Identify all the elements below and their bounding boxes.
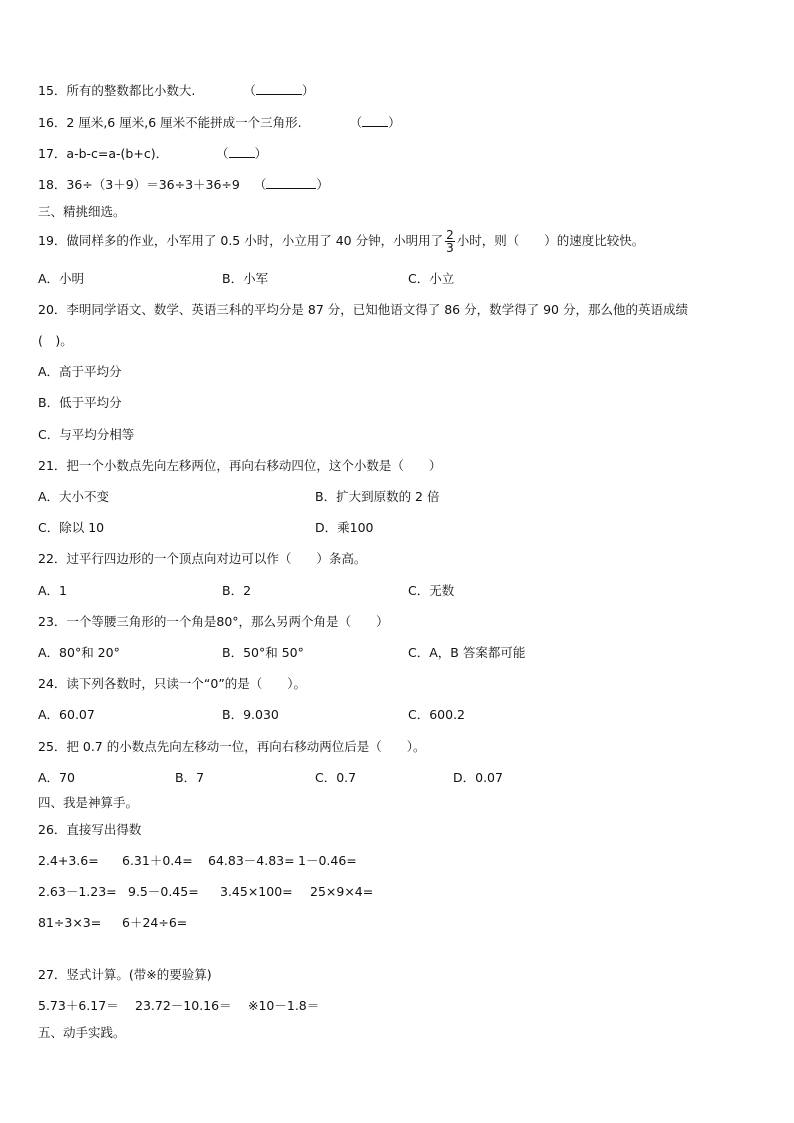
question-27: 27．竖式计算。(带※的要验算) <box>38 967 212 982</box>
paren-open: （ <box>216 146 229 161</box>
question-20-line-2: ( )。 <box>38 333 73 348</box>
option-a[interactable]: A．1 <box>38 583 68 598</box>
question-text: 36÷（3＋9）＝36÷3＋36÷9 <box>66 177 240 192</box>
question-17 <box>38 146 267 162</box>
calc-item: 1－0.46= <box>298 853 357 868</box>
paren-open: （ <box>253 177 267 192</box>
calc-item: 9.5－0.45= <box>128 884 199 899</box>
paren-close: ） <box>388 115 401 130</box>
option-a[interactable]: A．60.07 <box>38 707 95 722</box>
option-c[interactable]: C．小立 <box>408 271 455 286</box>
question-21: 21．把一个小数点先向左移两位，再向右移动四位，这个小数是（ ） <box>38 458 442 473</box>
option-a[interactable]: A．小明 <box>38 271 85 286</box>
question-26: 26．直接写出得数 <box>38 822 142 837</box>
paren-close: ） <box>254 146 268 161</box>
question-text: 所有的整数都比小数大. <box>66 83 196 98</box>
option-b[interactable]: B．小军 <box>222 271 269 286</box>
option-b[interactable]: B．2 <box>222 583 252 598</box>
calc-item: 2.63－1.23= <box>38 884 117 899</box>
calc-item: 3.45×100= <box>220 884 293 899</box>
option-b[interactable]: B．扩大到原数的 2 倍 <box>315 489 440 504</box>
question-20-line-1: 20．李明同学语文、数学、英语三科的平均分是 87 分，已知他语文得了 86 分，数学得了 90 分，那么他的英语成绩 <box>38 302 688 317</box>
answer-blank[interactable] <box>266 177 316 189</box>
question-number: 18． <box>38 177 67 192</box>
question-text: a-b-c=a-(b+c)． <box>66 146 169 161</box>
question-15 <box>38 83 314 99</box>
section-heading-5: 五、动手实践。 <box>38 1025 126 1040</box>
calc-item: 6＋24÷6= <box>122 915 188 930</box>
calc-item: 5.73＋6.17＝ <box>38 998 119 1013</box>
answer-blank[interactable] <box>256 83 302 95</box>
section-heading-3: 三、精挑细选。 <box>38 204 126 219</box>
question-number: 17． <box>38 146 67 161</box>
option-b[interactable]: B．9.030 <box>222 707 279 722</box>
option-a[interactable]: A．70 <box>38 770 75 785</box>
option-a[interactable]: A．高于平均分 <box>38 364 122 379</box>
calc-item: 64.83－4.83= <box>208 853 295 868</box>
question-text: 2 厘米,6 厘米,6 厘米不能拼成一个三角形. <box>66 115 302 130</box>
fraction-denominator: 3 <box>446 241 454 255</box>
answer-blank[interactable] <box>362 115 388 127</box>
section-heading-4: 四、我是神算手。 <box>38 795 139 810</box>
question-text-tail: 小时，则（ ）的速度比较快。 <box>456 233 645 248</box>
option-d[interactable]: D．0.07 <box>453 770 503 785</box>
question-19 <box>38 226 644 256</box>
option-c[interactable]: C．0.7 <box>315 770 357 785</box>
calc-item: ※10－1.8＝ <box>248 998 320 1013</box>
fraction <box>445 229 455 254</box>
question-16 <box>38 115 401 131</box>
question-22: 22．过平行四边形的一个顶点向对边可以作（ ）条高。 <box>38 551 367 566</box>
question-number: 16． <box>38 115 67 130</box>
paren-open: （ <box>349 115 363 130</box>
option-b[interactable]: B．7 <box>175 770 205 785</box>
option-b[interactable]: B．50°和 50° <box>222 645 304 660</box>
option-c[interactable]: C．600.2 <box>408 707 466 722</box>
calc-item: 81÷3×3= <box>38 915 102 930</box>
question-24: 24．读下列各数时，只读一个“0”的是（ ）。 <box>38 676 307 691</box>
paren-close: ） <box>316 177 329 192</box>
option-c[interactable]: C．与平均分相等 <box>38 427 135 442</box>
question-18 <box>38 177 329 193</box>
option-a[interactable]: A．80°和 20° <box>38 645 120 660</box>
option-c[interactable]: C．无数 <box>408 583 455 598</box>
option-b[interactable]: B．低于平均分 <box>38 395 122 410</box>
calc-item: 2.4+3.6= <box>38 853 99 868</box>
fraction-numerator: 2 <box>446 228 454 242</box>
question-23: 23．一个等腰三角形的一个角是80°，那么另两个角是（ ） <box>38 614 389 629</box>
calc-item: 25×9×4= <box>310 884 374 899</box>
paren-open: （ <box>243 83 256 98</box>
option-a[interactable]: A．大小不变 <box>38 489 110 504</box>
calc-item: 23.72－10.16＝ <box>135 998 232 1013</box>
question-text: 19．做同样多的作业，小军用了 0.5 小时，小立用了 40 分钟，小明用了 <box>38 233 444 248</box>
question-25: 25．把 0.7 的小数点先向左移动一位，再向右移动两位后是（ ）。 <box>38 739 426 754</box>
option-d[interactable]: D．乘100 <box>315 520 374 535</box>
answer-blank[interactable] <box>229 146 255 158</box>
calc-item: 6.31＋0.4= <box>122 853 193 868</box>
option-c[interactable]: C．除以 10 <box>38 520 105 535</box>
option-c[interactable]: C．A，B 答案都可能 <box>408 645 526 660</box>
question-number: 15． <box>38 83 67 98</box>
paren-close: ） <box>301 83 315 98</box>
